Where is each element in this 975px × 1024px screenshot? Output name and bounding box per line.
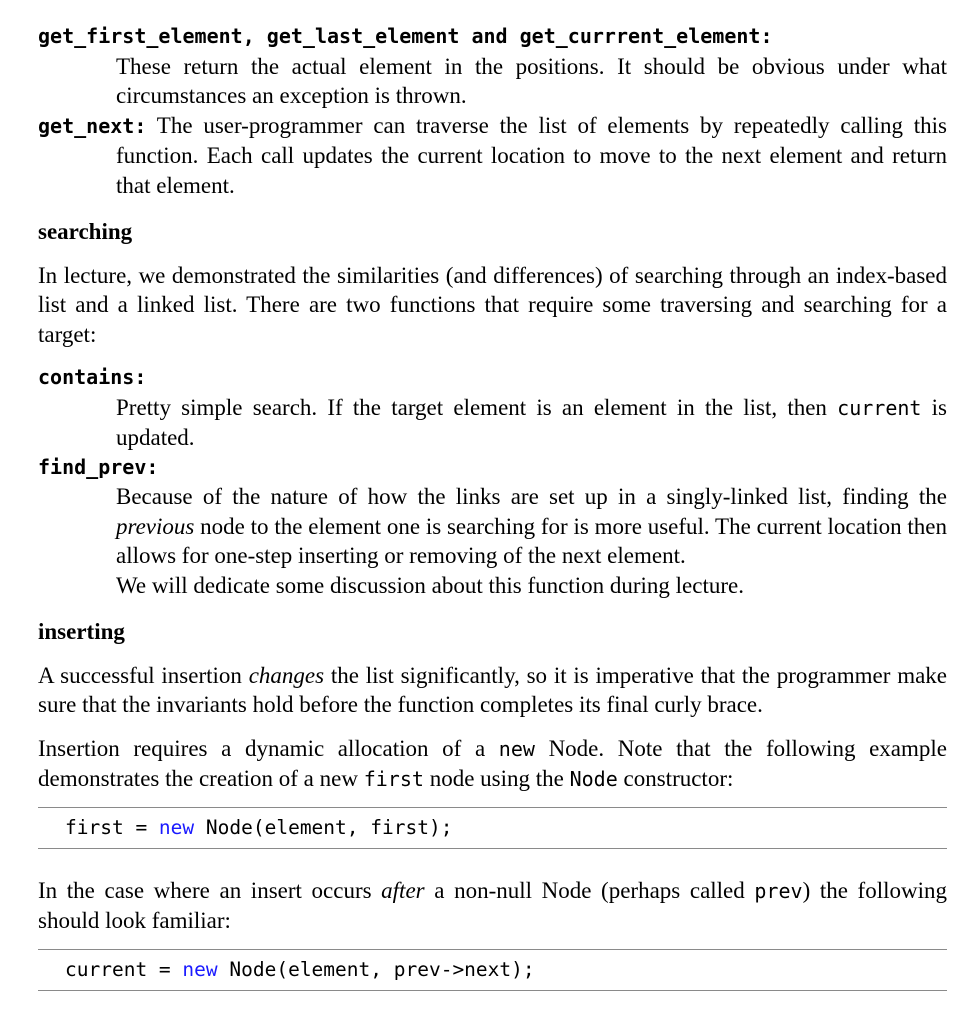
get-elements-entry	[38, 22, 947, 111]
contains-desc: Pretty simple search. If the target element is an element in the list, then current is updated.	[116, 394, 948, 450]
searching-heading: searching	[38, 219, 133, 244]
contains-entry	[38, 363, 947, 453]
find-prev-term: find_prev:	[38, 454, 159, 479]
code-block-first: first = new Node(element, first);	[38, 807, 947, 849]
inserting-para-2: Insertion requires a dynamic allocation of a new Node. Note that the following example demonstrates the creation of a new first node using the Node constructor:	[38, 735, 947, 791]
searching-intro: In lecture, we demonstrated the similarities (and differences) of searching through an index-based list and a linked list. There are two functions that require some traversing and searching for a target:	[38, 262, 947, 347]
inserting-heading: inserting	[38, 619, 125, 644]
get-next-entry	[38, 111, 947, 201]
inserting-para-1: A successful insertion changes the list significantly, so it is imperative that the programmer make sure that the invariants hold before the function completes its final curly brace.	[38, 662, 947, 717]
find-prev-desc-2: We will dedicate some discussion about this function during lecture.	[116, 572, 744, 598]
inserting-para-3: In the case where an insert occurs after a non-null Node (perhaps called prev) the following should look familiar:	[38, 877, 947, 933]
find-prev-desc: Because of the nature of how the links are set up in a singly-linked list, finding the previous node to the element one is searching for is more useful. The current location then allows for one-step inserting or removing of the next element.	[116, 484, 947, 568]
document-page	[38, 22, 947, 991]
find-prev-entry	[38, 453, 947, 601]
code-block-current: current = new Node(element, prev->next);	[38, 949, 947, 991]
contains-term: contains:	[38, 365, 147, 389]
get-elements-desc: These return the actual element in the positions. It should be obvious under what circumstances an exception is thrown.	[116, 53, 947, 108]
current-code: current	[837, 395, 922, 420]
get-next-desc: The user-programmer can traverse the list of elements by repeatedly calling this function. Each call updates the current location to move to the next element and return that element.	[116, 112, 947, 198]
get-next-term: get_next:	[38, 113, 147, 138]
get-elements-term: get_first_element, get_last_element and get_currrent_element:	[38, 24, 773, 48]
